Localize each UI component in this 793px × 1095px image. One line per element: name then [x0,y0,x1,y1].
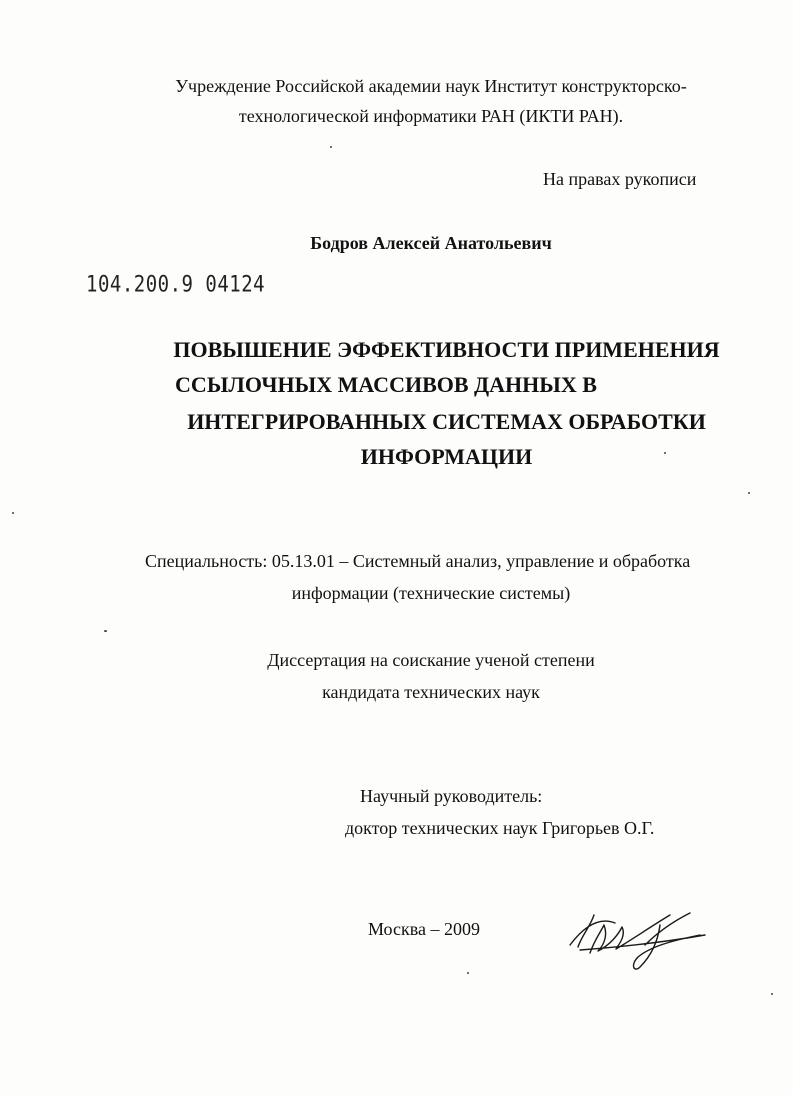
supervisor-label: Научный руководитель: [360,786,543,806]
paper-speck [330,146,332,148]
institution-line-2: технологической информатики РАН (ИКТИ РАН). [238,106,624,126]
dissertation-line-2: кандидата технических наук [322,682,540,702]
supervisor-name: доктор технических наук Григорьев О.Г. [345,818,655,838]
paper-speck [748,492,750,494]
title-line-3: ИНТЕГРИРОВАННЫХ СИСТЕМАХ ОБРАБОТКИ [187,409,706,434]
paper-speck [467,972,469,974]
rights-notice: На правах рукописи [543,169,697,189]
institution-line-1: Учреждение Российской академии наук Институт конструкторско- [175,76,687,96]
specialty-line-2: информации (технические системы) [291,583,571,603]
author-name: Бодров Алексей Анатольевич [310,233,552,253]
registration-stamp: 104.200.9 04124 [86,272,266,298]
specialty-line-1: Специальность: 05.13.01 – Системный анализ, управление и обработка [145,551,691,571]
handwritten-signature [560,905,710,975]
city-year: Москва – 2009 [368,919,480,939]
title-line-4: ИНФОРМАЦИИ [360,444,533,469]
title-line-2: ССЫЛОЧНЫХ МАССИВОВ ДАННЫХ В [175,372,597,397]
dissertation-line-1: Диссертация на соискание ученой степени [267,650,595,670]
paper-speck [771,993,773,995]
paper-speck [12,512,14,514]
paper-speck [664,452,666,454]
paper-speck [104,630,107,632]
title-line-1: ПОВЫШЕНИЕ ЭФФЕКТИВНОСТИ ПРИМЕНЕНИЯ [173,337,720,362]
